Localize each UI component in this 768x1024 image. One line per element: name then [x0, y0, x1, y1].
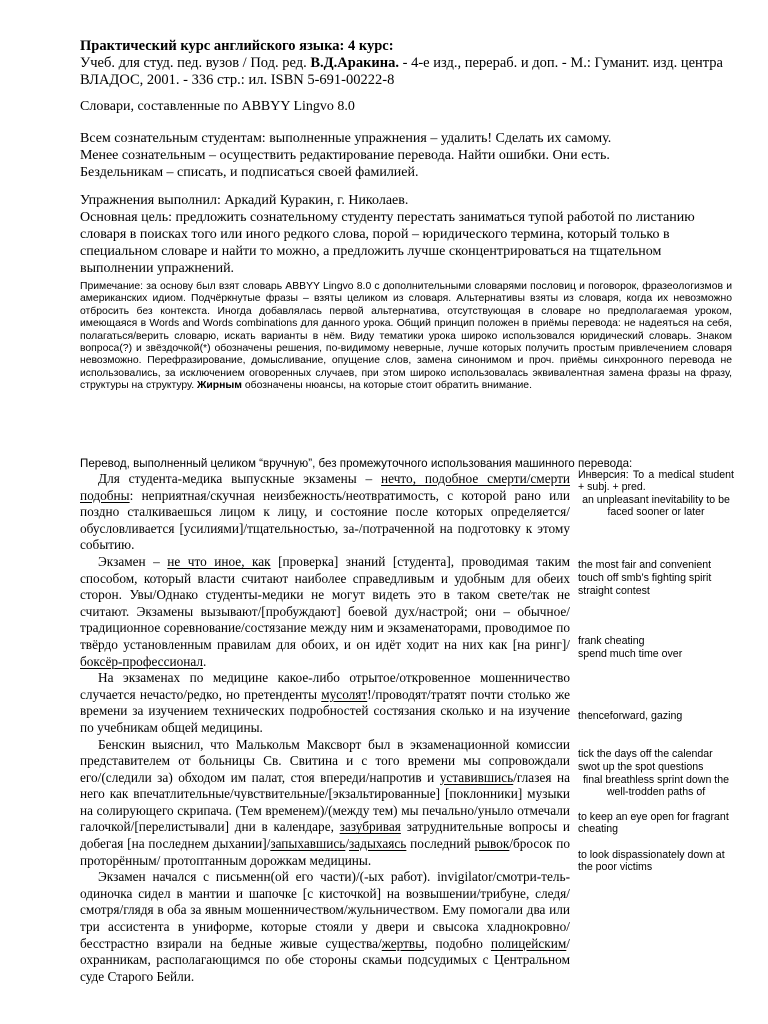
editor-name: В.Д.Аракина.	[310, 55, 400, 71]
text-run: Экзамен –	[98, 553, 168, 569]
citation-text: Учеб. для студ. пед. вузов / Под. ред.	[80, 55, 311, 71]
text-run: Экзамен начался с письменн(ой его части)/(-ых работ). invigilator/смотри-тель-одиночка сидел в мантии и шапочке [с кисточкой] на возвышении/трибуне, следя/смотря/глядя в оба за явным мошенничеством/жульничеством. Ему помогали два или три ассистента в униформе, которые стояли у двери и свысока хладнокровно/бесстрастно взирали на бедные живые существа/	[80, 869, 570, 951]
underlined-phrase: рывок	[474, 836, 510, 852]
book-title: Практический курс английского языка: 4 курс:	[80, 38, 394, 54]
text-run: /	[345, 836, 350, 852]
underlined-phrase: мусолят	[321, 686, 368, 702]
text-run: затруднительные вопросы и добегая [на последнем дыхании]/	[80, 819, 570, 852]
margin-note: to keep an eye open for fragrant cheating	[578, 811, 729, 836]
margin-note: final breathless sprint down the well-trodden paths of	[582, 774, 730, 799]
underlined-phrase: жертвы	[381, 935, 425, 951]
margin-note: touch off smb’s fighting spirit	[578, 572, 712, 584]
underlined-phrase: зазубривая	[339, 819, 401, 835]
text-run: /глазея на него как впечатлительные/чувствительные/[экзальтированные] [поклонники] музыки на солирующего скрипача. (Тем временем)/(между тем) мы печально/уныло отмечали галочкой/[перелистывали] дни в календаре,	[80, 769, 570, 835]
margin-note: to look dispassionately down at the poor victims	[578, 849, 725, 874]
text-run: последний	[406, 836, 475, 852]
dictionaries-line: Словари, составленные по ABBYY Lingvo 8.0	[80, 99, 355, 114]
text-run: [проверка] знаний [студента], проводимая таким способом, который власти считают наиболее справедливым и удобным для обеих сторон. Увы/Однако студенты-медики не могут видеть это в таком свете/так не считают. Экзамены вызывают/[пробуждают] боевой дух/настрой; они – обычное/традиционное соревнование/состязание между ним и экзаменаторами, проводимое по твёрдо установленным правилам для обоих, и он идёт ходит на них как [на ринг]/	[80, 553, 570, 652]
author-block	[80, 192, 720, 277]
note-paragraph	[80, 281, 732, 393]
paragraph-1	[80, 471, 570, 554]
intro-line: Бездельникам – списать, и подписаться своей фамилией.	[80, 165, 419, 180]
margin-note: straight contest	[578, 585, 650, 597]
goal-text: Основная цель: предложить сознательному студенту перестать заниматься тупой работой по листанию словаря в поисках того или иного редкого слова, порой – юридического термина, который только в специальном словаре и найти то можно, а предложить лучше сконцентрироваться на тщательном выполнении упражнений.	[80, 210, 695, 276]
citation-text-tail: - 4-е изд., перераб. и доп. - М.: Гуманит. изд. центра ВЛАДОС, 2001. - 336 стр.: ил. ISBN 5-691-00222-8	[80, 55, 723, 88]
header	[80, 38, 730, 89]
margin-note: swot up the spot questions	[578, 761, 704, 773]
text-run: Для студента-медика выпускные экзамены –	[98, 471, 382, 486]
text-run: /бросок по проторённым/ протоптанным дорожкам медицины.	[80, 836, 570, 868]
note-bold-word: Жирным	[197, 380, 242, 392]
margin-note: frank cheating	[578, 635, 645, 647]
text-run: На экзаменах по медицине какое-либо отрытое/откровенное мошенничество случается нечасто/редко, но претенденты	[80, 670, 570, 702]
translation-column	[80, 471, 570, 985]
margin-note: the most fair and convenient	[578, 559, 712, 571]
author-line: Упражнения выполнил: Аркадий Куракин, г. Николаев.	[80, 193, 409, 208]
paragraph-2	[80, 554, 570, 670]
underlined-phrase: нечто, подобное смерти/смерти подобны	[80, 471, 571, 503]
note-tail: обозначены нюансы, на которые стоит обратить внимание.	[241, 380, 532, 392]
intro-line: Менее сознательным – осуществить редактирование перевода. Найти ошибки. Они есть.	[80, 148, 610, 163]
underlined-phrase: не что иное, как	[167, 553, 271, 569]
underlined-phrase: запыхавшись	[270, 836, 346, 852]
margin-note: tick the days off the calendar	[578, 748, 713, 760]
text-run: /охранникам, располагающимся по обе стороны скамьи подсудимых с Центральном суде Старого Бейли.	[80, 935, 570, 984]
paragraph-3	[80, 670, 570, 736]
underlined-phrase: задыхаясь	[349, 836, 407, 852]
translation-heading: Перевод, выполненный целиком “вручную”, без промежуточного использования машинного перевода:	[80, 457, 633, 470]
text-run: Бенскин выяснил, что Малькольм Максворт был в экзаменационной комиссии представителем от больницы Св. Свитина и с того времени мы сопровождали его/(следили за) обходом им палат, стоя впереди/напротив и	[80, 736, 570, 785]
note-text: Примечание: за основу был взят словарь ABBYY Lingvo 8.0 с дополнительными словарями пословиц и поговорок, фразеологизмов и американских идиом. Подчёркнутые фразы – взяты целиком из словаря. Альтернативы взяты из словаря, когда их невозможно отбросить без контекста. Иногда добавлялась первой альтернатива, отсутствующая в словаре но предполагаемая уроком, имеющаяся в Words and Words combinations для данного урока. Общий принцип положен в приёмы перевода: не надеяться на себя, полагаться/верить словарю, искать варианты в нём. Виду тематики урока широко использовался юридический словарь. Знаком вопроса(?) и звёздочкой(*) обозначены решения, по-видимому неверные, лучше которых получить простым привлечением словаря невозможно. Перефразирование, домысливание, опущение слов, замена синонимом и проч. приёмы синхронного перевода не использовались, за исключением оговоренных случаев, при этом широко использовалась эквивалентная замена фразы на фразу, структуры на структуру.	[80, 281, 732, 392]
book-citation	[80, 55, 730, 89]
margin-note: an unpleasant inevitability to be faced sooner or later	[582, 494, 730, 519]
underlined-phrase: полицейским	[490, 935, 567, 951]
margin-note: spend much time over	[578, 648, 683, 660]
intro-block	[80, 130, 730, 181]
text-run: , подобно	[424, 935, 491, 951]
margin-note-inversion: Инверсия: To a medical student + subj. + pred.	[578, 469, 734, 494]
text-run: !/проводят/тратят почти столько же времени за изучением технических подробностей состязания сколько и на изучение по учебникам общей медицины.	[80, 686, 570, 735]
paragraph-5	[80, 869, 570, 985]
text-run: : неприятная/скучная неизбежность/неотвратимость, с которой рано или поздно сталкиваешься лицом к лицу, и состояние после которых определяется/ обусловливается [усилиями]/тщательностью, за-/потраченной на подготовку к этому событию.	[80, 487, 570, 553]
text-run: .	[203, 653, 207, 669]
underlined-phrase: уставившись	[439, 769, 514, 785]
underlined-phrase: боксёр-профессионал	[80, 653, 204, 669]
paragraph-4	[80, 737, 570, 870]
intro-line: Всем сознательным студентам: выполненные упражнения – удалить! Сделать их самому.	[80, 131, 612, 146]
margin-note: thenceforward, gazing	[578, 710, 683, 722]
